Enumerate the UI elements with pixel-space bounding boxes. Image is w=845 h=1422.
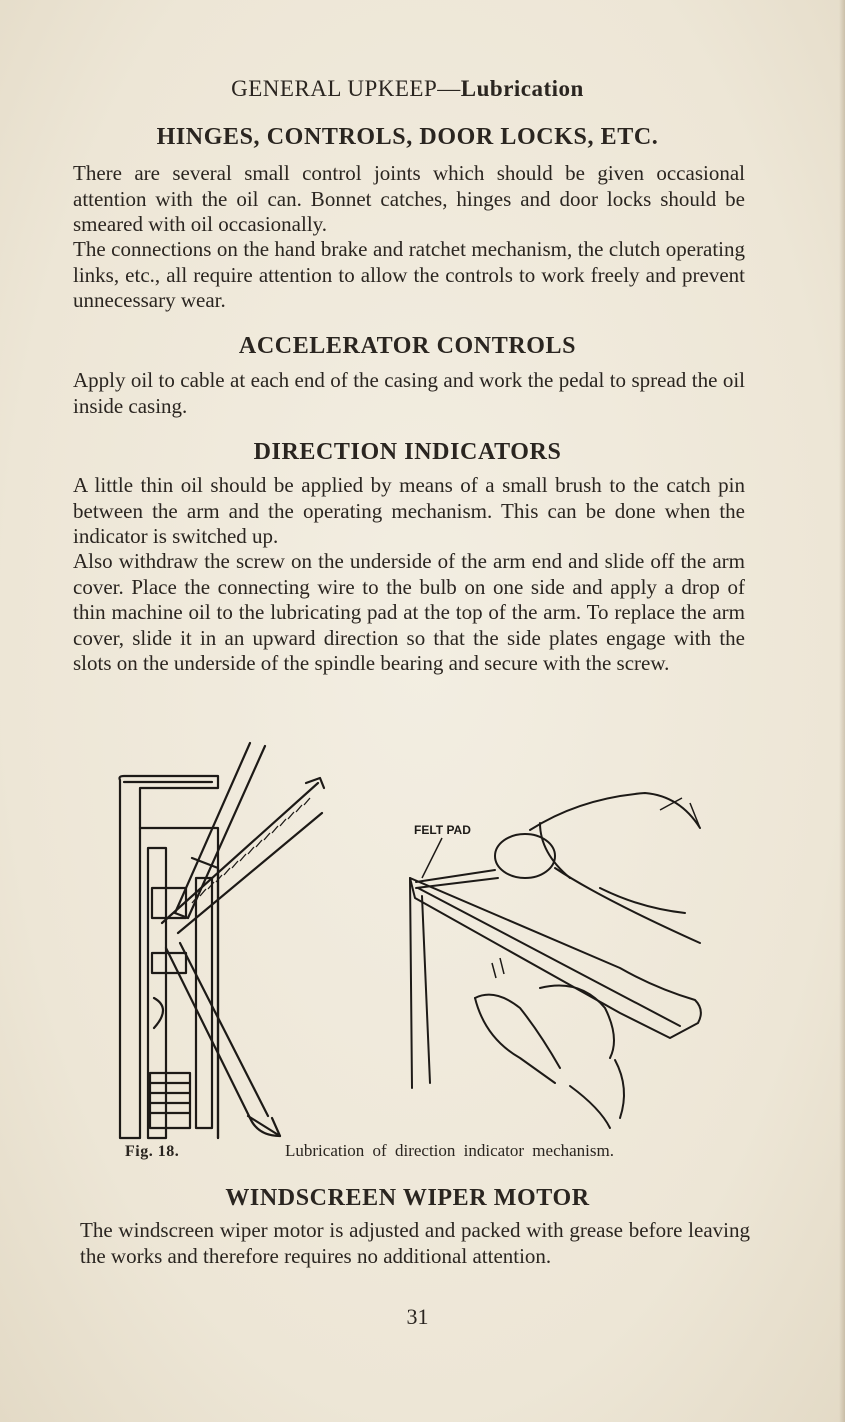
felt-pad-callout: FELT PAD — [414, 823, 471, 837]
running-head — [0, 76, 815, 102]
page-number: 31 — [406, 1304, 429, 1329]
paragraph-indicators-1: A little thin oil should be applied by means of a small brush to the catch pin between the arm and the operating mechanism. This can be done when the indicator is switched up. — [73, 473, 745, 548]
paragraph-accelerator: Apply oil to cable at each end of the casing and work the pedal to spread the oil inside casing. — [73, 368, 745, 418]
page-edge-shadow — [839, 0, 845, 1422]
running-head-sub: Lubrication — [460, 76, 584, 101]
section-heading-windscreen-wiper: WINDSCREEN WIPER MOTOR — [225, 1185, 590, 1211]
running-head-main: GENERAL UPKEEP— — [231, 76, 461, 101]
figure-number: Fig. 18. — [125, 1143, 180, 1160]
paragraph-hinges-1: There are several small control joints which should be given occasional attention with the oil can. Bonnet catches, hinges and door locks should be smeared with oil occasionally. — [73, 161, 745, 236]
figure-18-illustration — [100, 738, 720, 1143]
figure-caption-text: Lubrication of direction indicator mechanism. — [285, 1141, 614, 1160]
paragraph-hinges-2: The connections on the hand brake and ratchet mechanism, the clutch operating links, etc., all require attention to allow the controls to work freely and prevent unnecessary wear. — [73, 237, 745, 312]
section-heading-hinges: HINGES, CONTROLS, DOOR LOCKS, ETC. — [156, 124, 659, 150]
section-heading-direction-indicators: DIRECTION INDICATORS — [253, 439, 562, 465]
paragraph-windscreen-wiper: The windscreen wiper motor is adjusted and packed with grease before leaving the works and therefore requires no additional attention. — [80, 1218, 750, 1268]
section-heading-accelerator: ACCELERATOR CONTROLS — [238, 333, 577, 359]
paragraph-indicators-2: Also withdraw the screw on the underside of the arm end and slide off the arm cover. Place the connecting wire to the bulb on one side and apply a drop of thin machine oil to the lubricating pad at the top of the arm. To replace the arm cover, slide it in an upward direction so that the side plates engage with the slots on the underside of the spindle bearing and secure with the screw. — [73, 549, 745, 675]
figure-18-drawing — [100, 738, 720, 1143]
